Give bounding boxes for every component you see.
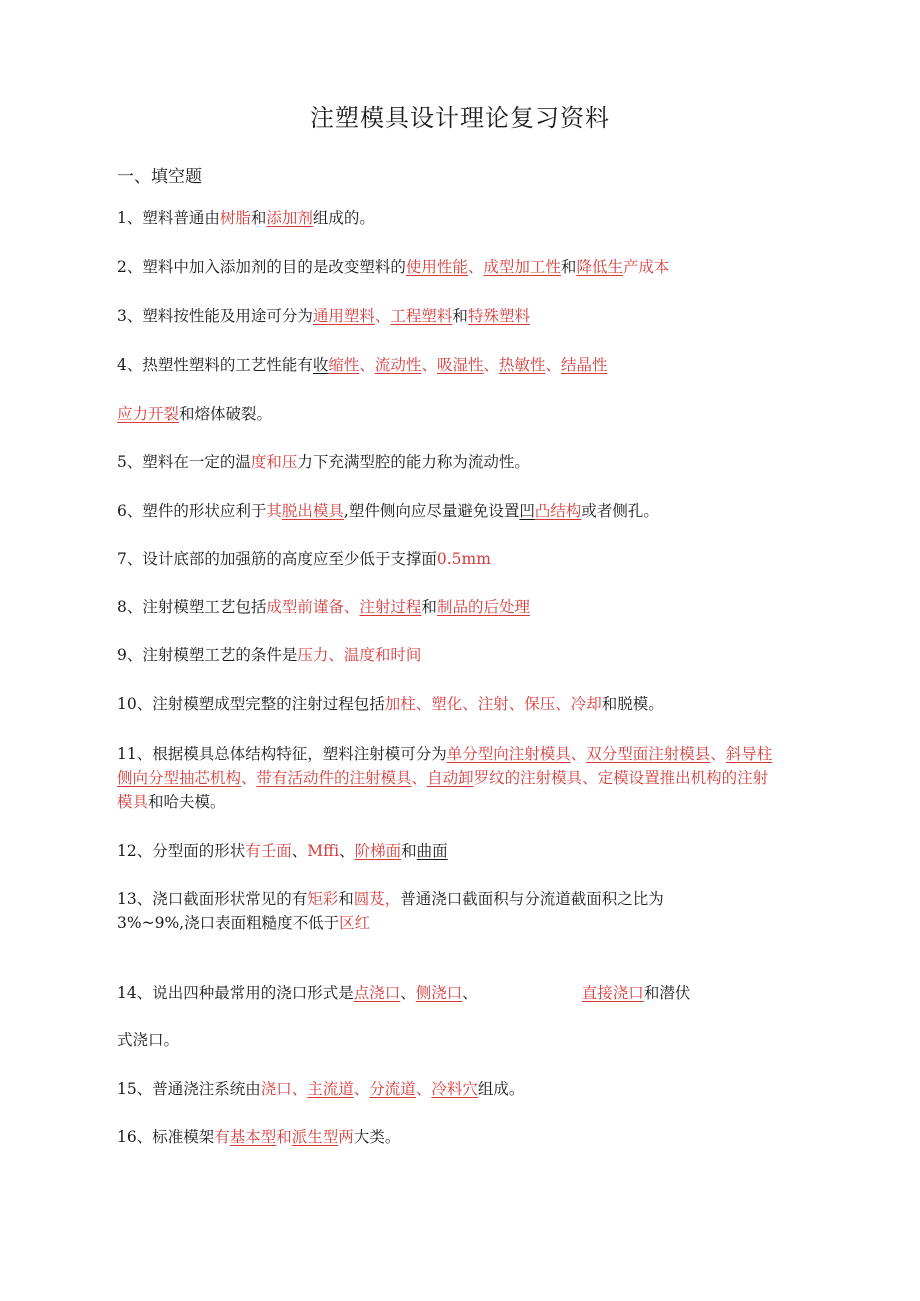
q14-text: 14、说出四种最常用的浇口形式是	[117, 984, 354, 1002]
q15-text: 、	[353, 1080, 370, 1098]
question-7	[117, 547, 797, 571]
q1-text: 1、塑料普通由	[117, 209, 220, 227]
q16-answer-4: 两	[338, 1128, 354, 1146]
q7-answer-1: 0.5mm	[436, 550, 491, 568]
q6-text: 或者侧孔。	[581, 502, 659, 520]
question-11	[117, 742, 781, 814]
q15-text: 15、普通浇注系统由	[117, 1080, 261, 1098]
section-heading: 一、填空题	[117, 167, 202, 187]
question-16	[117, 1125, 797, 1149]
q13-text: 3%~9%,浇口表面粗糙度不低于	[117, 914, 340, 932]
q3-answer-1: 通用塑料	[312, 307, 375, 325]
q6-text: 6、塑件的形状应利于	[117, 502, 267, 520]
q16-answer-3: 派生型	[291, 1128, 339, 1146]
q6-answer-1: 其	[266, 502, 282, 520]
document-title: 注塑模具设计理论复习资料	[310, 104, 610, 132]
q12-answer-3: 阶梯面	[354, 842, 402, 860]
q11-text: 、	[570, 745, 587, 763]
q15-text: 组成。	[477, 1080, 525, 1098]
q16-answer-2: 基本型	[229, 1128, 277, 1146]
q14-answer-1: 点浇口	[353, 984, 401, 1002]
q11-answer-6: 罗纹的注射模具、定模设置推出机构的注射模具	[117, 769, 769, 811]
q5-text: 力下充满型腔的能力称为流动性。	[297, 453, 530, 471]
q11-answer-5: 自动卸	[427, 769, 474, 787]
q6-answer-3: 凹	[519, 502, 535, 520]
question-1	[117, 206, 797, 230]
q13-answer-1: 矩彩	[307, 890, 339, 908]
q14-text: 式浇口。	[117, 1031, 180, 1049]
q15-answer-4: 冷料穴	[431, 1080, 478, 1098]
q6-text: ,塑件侧向应尽量避免设置	[343, 502, 520, 520]
q5-answer-1: 度和压	[250, 453, 298, 471]
q11-text: 和哈夫模。	[148, 793, 226, 811]
q4-answer-1: 缩性	[328, 356, 360, 374]
q11-answer-4: 带有活动件的注射模具	[256, 769, 412, 787]
q4-text: 、	[359, 356, 375, 374]
q5-text: 5、塑料在一定的温	[117, 453, 251, 471]
q15-answer-2: 主流道	[307, 1080, 354, 1098]
q11-answer-1: 单分型向注射模具	[446, 745, 571, 763]
question-12	[117, 839, 797, 863]
q3-answer-2: 工程塑料	[390, 307, 453, 325]
question-13	[117, 887, 797, 911]
q12-text: 、	[291, 842, 308, 860]
q9-text: 9、注射模塑工艺的条件是	[117, 646, 298, 664]
q16-text: 和	[276, 1128, 292, 1146]
q14-answer-3: 直接浇口	[581, 984, 644, 1002]
q9-answer-1: 压力、温度和时间	[297, 646, 422, 664]
question-4	[117, 353, 797, 377]
q1-answer-1: 树脂	[219, 209, 251, 227]
q13-answer-2: 圆芨，	[353, 890, 401, 908]
question-14-continued	[117, 1028, 797, 1052]
question-8	[117, 595, 797, 619]
q12-text: 12、分型面的形状	[117, 842, 246, 860]
q1-answer-2: 添加剂	[266, 209, 313, 227]
q2-text: 2、塑料中加入添加剂的目的是改变塑料的	[117, 258, 406, 276]
q11-text: 11、根据模具总体结构特征，塑料注射模可分为	[117, 745, 447, 763]
q4-answer-0: 收	[312, 356, 329, 374]
q4-answer-6: 应力开裂	[117, 405, 180, 423]
q12-answer-4: 曲面	[416, 842, 448, 860]
question-5	[117, 450, 797, 474]
q14-text: 、	[462, 984, 478, 1002]
q13-text: 普通浇口截面积与分流道截面积之比为	[400, 890, 664, 908]
q4-text: 、	[483, 356, 499, 374]
q4-text: 、	[545, 356, 562, 374]
q2-text: 和	[560, 258, 577, 276]
question-14	[117, 981, 797, 1005]
q16-text: 16、标准模架	[117, 1128, 215, 1146]
q15-answer-1: 浇口	[260, 1080, 292, 1098]
q13-text: 13、浇口截面形状常见的有	[117, 890, 308, 908]
q12-text: 和	[401, 842, 417, 860]
q3-text: 、	[374, 307, 391, 325]
question-9	[117, 643, 797, 667]
q4-answer-5: 结晶性	[561, 356, 608, 374]
q11-answer-2: 双分型面注射模县	[586, 745, 711, 763]
q6-answer-4: 凸结构	[534, 502, 582, 520]
q4-text: 和熔体破裂。	[179, 405, 273, 423]
q8-text: 、	[343, 598, 360, 616]
q4-answer-4: 热敏性	[498, 356, 546, 374]
q2-answer-3: 降低生	[576, 258, 623, 276]
q14-text: 和潜伏	[643, 984, 691, 1002]
q4-text: 、	[421, 356, 437, 374]
q1-text: 组成的。	[312, 209, 375, 227]
q10-text: 和脱模。	[601, 695, 664, 713]
q4-answer-2: 流动性	[374, 356, 422, 374]
q2-text: 、	[467, 258, 484, 276]
q12-answer-1: 有壬面	[245, 842, 292, 860]
q2-answer-2: 成型加工性	[483, 258, 561, 276]
q15-answer-3: 分流道	[369, 1080, 416, 1098]
q10-text: 10、注射模塑成型完整的注射过程包括	[117, 695, 385, 713]
q8-text: 8、注射模塑工艺包括	[117, 598, 267, 616]
q7-text: 7、设计底部的加强筋的高度应至少低于支撑面	[117, 550, 437, 568]
q3-text: 和	[452, 307, 468, 325]
q11-text: 、	[241, 769, 257, 787]
q8-answer-2: 注射过程	[359, 598, 422, 616]
q8-answer-3: 制品的后处理	[436, 598, 530, 616]
q3-text: 3、塑料按性能及用途可分为	[117, 307, 313, 325]
q13-text: 和	[338, 890, 354, 908]
q16-answer-1: 有	[214, 1128, 230, 1146]
q4-answer-3: 吸湿性	[436, 356, 484, 374]
q6-answer-2: 脱出模具	[281, 502, 344, 520]
q8-answer-1: 成型前谨备	[266, 598, 344, 616]
q15-text: 、	[415, 1080, 432, 1098]
q12-answer-2: Mffi	[307, 842, 340, 860]
q10-answer-1: 加柱、塑化、注射、保压、冷却	[384, 695, 602, 713]
q1-text: 和	[250, 209, 267, 227]
q8-text: 和	[421, 598, 437, 616]
question-2	[117, 255, 797, 279]
q2-answer-4: 产成本	[622, 258, 670, 276]
q12-text: 、	[339, 842, 355, 860]
q13-answer-3: 区红	[339, 914, 371, 932]
q3-answer-3: 特殊塑料	[467, 307, 530, 325]
q14-text: 、	[400, 984, 416, 1002]
question-15	[117, 1077, 797, 1101]
q2-answer-1: 使用性能	[405, 258, 468, 276]
q15-text: 、	[291, 1080, 308, 1098]
question-6	[117, 499, 797, 523]
q11-text: 、	[710, 745, 726, 763]
question-4-continued	[117, 402, 797, 426]
q4-text: 4、热塑性塑料的工艺性能有	[117, 356, 313, 374]
q11-text: 、	[411, 769, 428, 787]
question-10	[117, 692, 797, 716]
question-13-continued	[117, 911, 797, 935]
q16-text: 大类。	[353, 1128, 401, 1146]
q14-answer-2: 侧浇口	[415, 984, 463, 1002]
question-3	[117, 304, 797, 328]
q11-answer-3: 斜导柱侧向分型抽芯机构	[117, 745, 773, 787]
